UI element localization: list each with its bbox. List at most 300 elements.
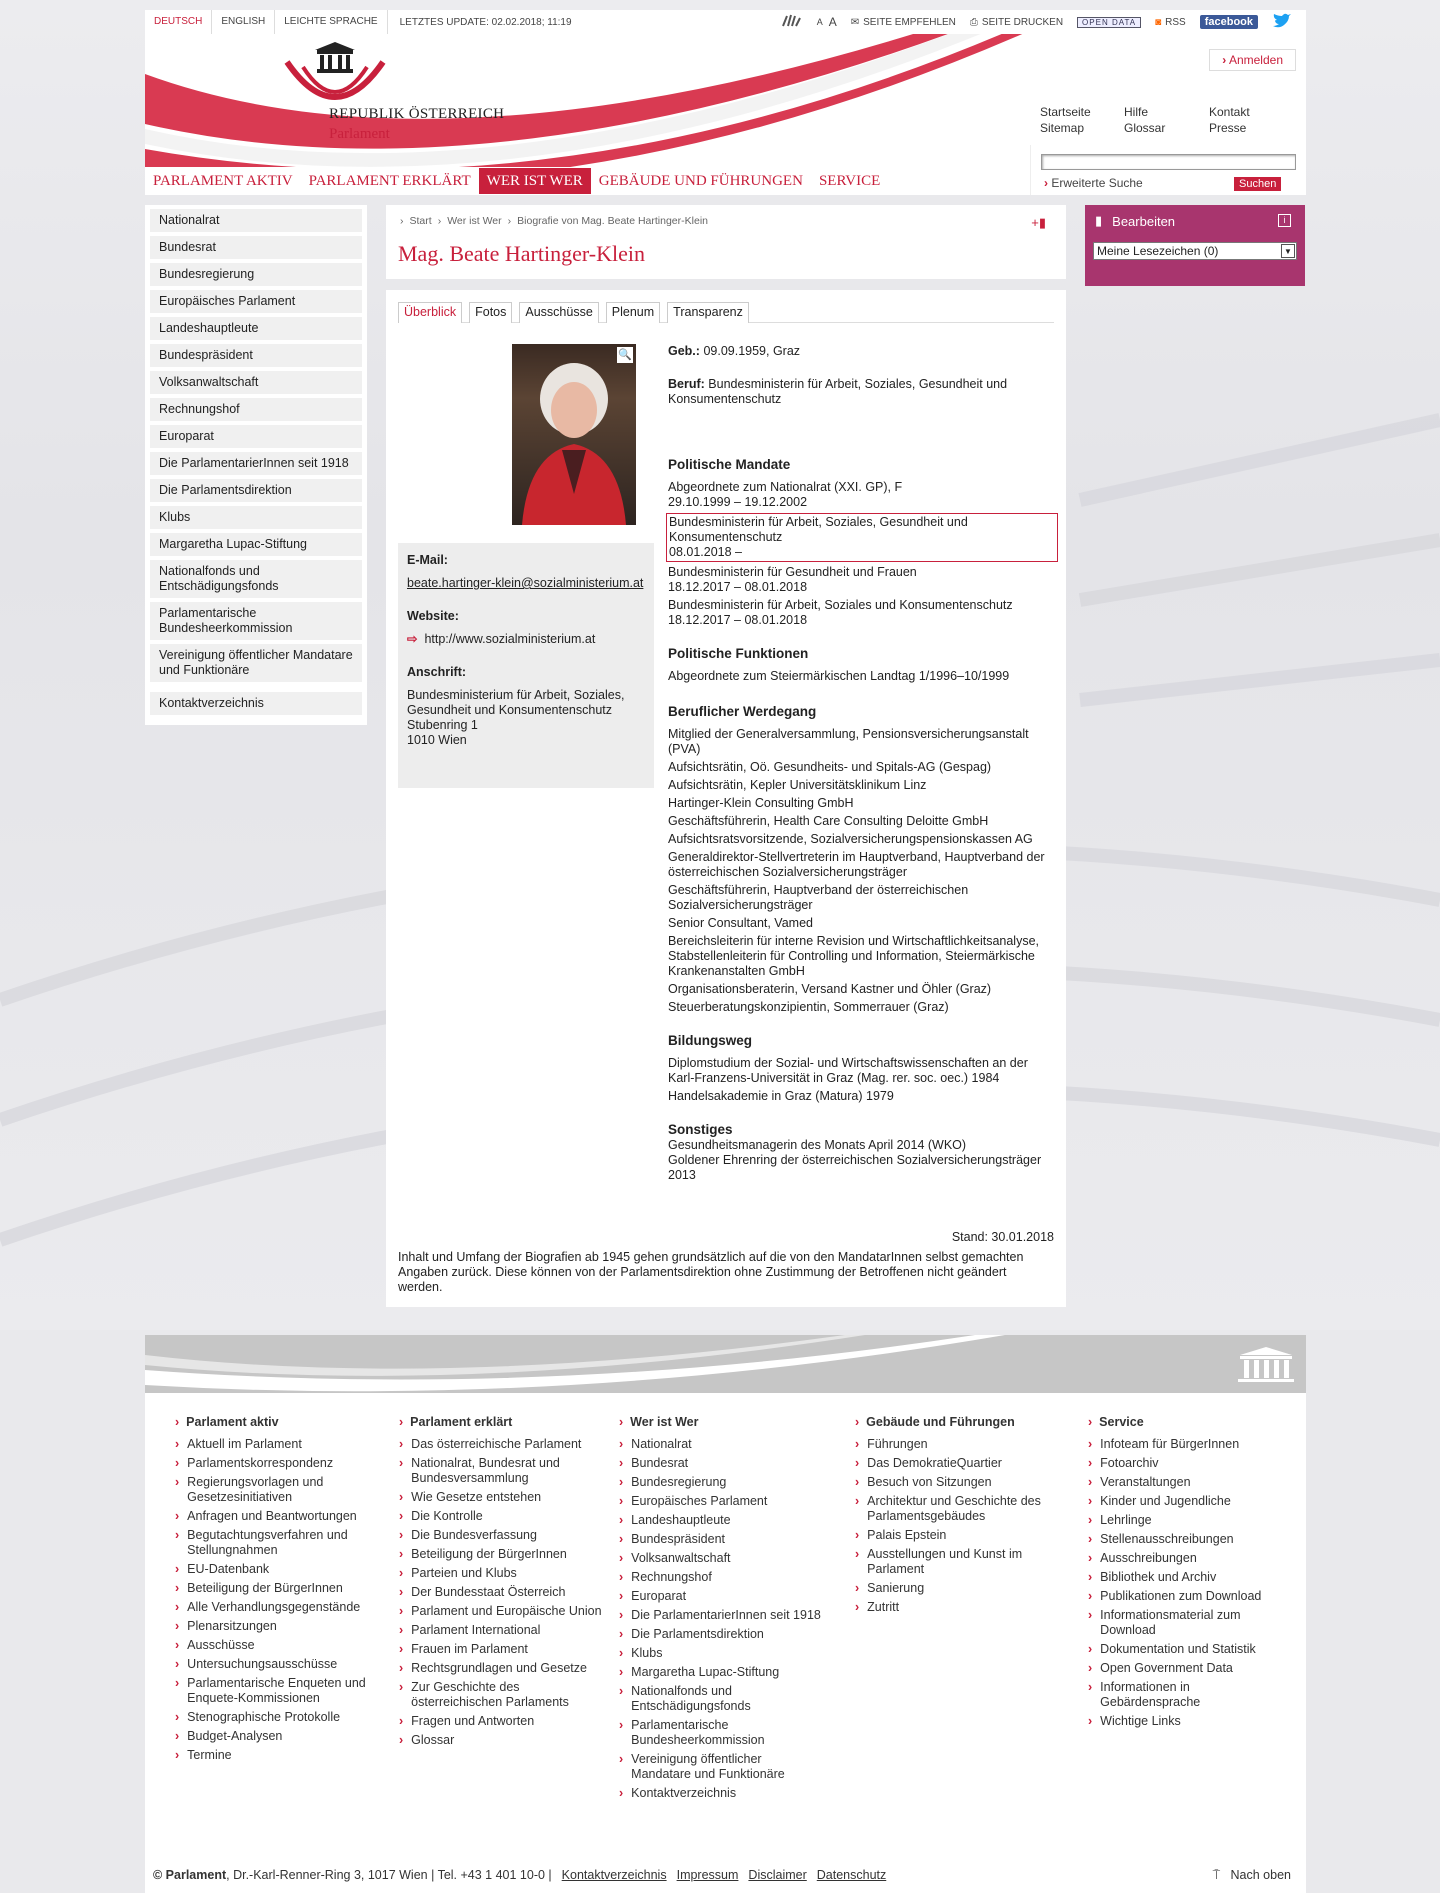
chevron-right-icon: › (175, 1729, 180, 1743)
status-date: Stand: 30.01.2018 (951, 1230, 1054, 1244)
back-to-top-label: Nach oben (1230, 1868, 1291, 1882)
footer-link[interactable] (399, 1661, 604, 1676)
footer-link-label: Parlament International (411, 1623, 541, 1637)
advanced-search-link[interactable]: › Erweiterte Suche (1044, 176, 1143, 190)
footer-link[interactable] (1088, 1475, 1293, 1490)
footer-link[interactable] (399, 1509, 604, 1524)
sidebar-item-nationalrat[interactable]: Nationalrat (150, 209, 362, 232)
footer-link-label: Das österreichische Parlament (411, 1437, 582, 1451)
mandate-item (668, 598, 1056, 628)
footer-column-title-label: Gebäude und Führungen (866, 1415, 1015, 1429)
sidebar-item-nationalfonds[interactable]: Nationalfonds und Entschädigungsfonds (150, 560, 362, 598)
chevron-right-icon: › (855, 1581, 860, 1595)
chevron-right-icon: › (619, 1589, 624, 1603)
education-item: Diplomstudium der Sozial- und Wirtschaftswissenschaften an der Karl-Franzens-Universität in Graz (Mag. rer. soc. oec.) 1984 (668, 1056, 1028, 1085)
footer-link[interactable] (619, 1589, 824, 1604)
footer-link[interactable] (175, 1657, 380, 1672)
footer-link[interactable] (1088, 1714, 1293, 1729)
copyright: © Parlament (153, 1868, 227, 1882)
breadcrumb-current: Biografie von Mag. Beate Hartinger-Klein (517, 215, 708, 227)
quicklink-glossar[interactable]: Glossar (1124, 121, 1166, 135)
footer-link[interactable] (399, 1642, 604, 1657)
footer-link-label: Die Parlamentsdirektion (631, 1627, 764, 1641)
footer-link-disclaimer[interactable]: Disclaimer (748, 1868, 807, 1882)
chevron-right-icon: › (175, 1676, 180, 1690)
occupation-value: Bundesministerin für Arbeit, Soziales, Gesundheit und Konsumentenschutz (668, 377, 1008, 406)
footer-link-label: Wie Gesetze entstehen (411, 1490, 542, 1504)
footer-column-title[interactable] (175, 1415, 380, 1430)
footer-link[interactable] (619, 1646, 824, 1661)
chevron-right-icon: › (619, 1570, 624, 1584)
footer-link[interactable] (175, 1748, 380, 1763)
facebook-link[interactable]: facebook (1200, 15, 1258, 29)
career-item: Geschäftsführerin, Health Care Consulting Deloitte GmbH (668, 814, 989, 828)
tab-bar (398, 302, 1054, 323)
sidebar-item-rechnungshof[interactable]: Rechnungshof (150, 398, 362, 421)
career-item: Aufsichtsrätin, Kepler Universitätsklinikum Linz (668, 778, 927, 792)
function-item: Abgeordnete zum Steiermärkischen Landtag 1/1996–10/1999 (668, 669, 1010, 683)
footer-link-label: Der Bundesstaat Österreich (411, 1585, 566, 1599)
footer-link-label: Vereinigung öffentlicher Mandatare und Funktionäre (631, 1752, 785, 1781)
breadcrumb-separator: › (437, 215, 442, 227)
footer-link[interactable] (1088, 1551, 1293, 1566)
footer-bottom (153, 1868, 886, 1882)
chevron-right-icon: › (399, 1714, 404, 1728)
footer-link[interactable] (175, 1562, 380, 1577)
footer-band (145, 1335, 1306, 1393)
footer-link-label: Parteien und Klubs (411, 1566, 517, 1580)
footer-link[interactable] (619, 1456, 824, 1471)
footer-link-label: Fotoarchiv (1100, 1456, 1159, 1470)
footer-link[interactable] (175, 1581, 380, 1596)
chevron-right-icon: › (619, 1718, 624, 1732)
footer-link-label: Veranstaltungen (1100, 1475, 1191, 1489)
footer-link[interactable] (619, 1437, 824, 1452)
back-to-top-link[interactable] (1213, 1868, 1291, 1883)
chevron-right-icon: › (399, 1547, 404, 1561)
breadcrumb-start[interactable]: Start (409, 215, 432, 227)
breadcrumb-wer-ist-wer[interactable]: Wer ist Wer (447, 215, 502, 227)
footer-column-title[interactable] (855, 1415, 1060, 1430)
footer-link[interactable] (399, 1585, 604, 1600)
footer-link[interactable] (619, 1786, 824, 1801)
footer-link[interactable] (619, 1718, 824, 1748)
footer-link[interactable] (399, 1714, 604, 1729)
footer-link-label: Budget-Analysen (187, 1729, 283, 1743)
chevron-right-icon: › (1088, 1513, 1093, 1527)
footer-link-label: Parlamentskorrespondenz (187, 1456, 334, 1470)
chevron-right-icon: › (175, 1600, 180, 1614)
career-item: Steuerberatungskonzipientin, Sommerrauer (Graz) (668, 1000, 949, 1014)
address-line: 1010 Wien (407, 733, 467, 747)
footer-link[interactable] (619, 1532, 824, 1547)
footer-address: , Dr.-Karl-Renner-Ring 3, 1017 Wien | Tel. +43 1 401 10-0 | (226, 1868, 552, 1882)
info-icon[interactable]: i (1278, 214, 1291, 227)
chevron-right-icon: › (619, 1646, 624, 1660)
footer-link[interactable] (175, 1710, 380, 1725)
sidebar-item-bundesrat[interactable]: Bundesrat (150, 236, 362, 259)
chevron-right-icon: › (619, 1608, 624, 1622)
section-political-functions: Politische Funktionen (668, 646, 809, 661)
chevron-right-icon: › (619, 1513, 624, 1527)
footer-link[interactable] (1088, 1494, 1293, 1509)
lang-leichte-sprache[interactable]: LEICHTE SPRACHE (275, 10, 387, 34)
footer-link-label: Rechnungshof (631, 1570, 712, 1584)
search-box (1030, 145, 1306, 195)
footer-link-label: EU-Datenbank (187, 1562, 270, 1576)
footer-link[interactable] (399, 1547, 604, 1562)
chevron-right-icon: › (855, 1415, 860, 1429)
career-item: Generaldirektor-Stellvertreterin im Hauptverband, Hauptverband der österreichischen Sozialversicherungsträger (668, 850, 1045, 879)
birth-value: 09.09.1959, Graz (703, 344, 801, 358)
mandate-text: Bundesministerin für Arbeit, Soziales, Gesundheit und Konsumentenschutz (669, 515, 968, 544)
footer-link[interactable] (619, 1494, 824, 1509)
footer-link[interactable] (399, 1604, 604, 1619)
tab-ueberblick[interactable]: Überblick (398, 302, 462, 323)
footer-link[interactable] (399, 1456, 604, 1486)
footer-link-label: Begutachtungsverfahren und Stellungnahmen (187, 1528, 348, 1557)
sidebar-item-bundesregierung[interactable]: Bundesregierung (150, 263, 362, 286)
search-button[interactable]: Suchen (1234, 177, 1281, 191)
footer-link[interactable] (855, 1581, 1060, 1596)
footer-column-wer-ist-wer (619, 1415, 824, 1805)
chevron-right-icon: › (1088, 1494, 1093, 1508)
footer-link[interactable] (619, 1752, 824, 1782)
chevron-right-icon: › (399, 1604, 404, 1618)
contact-box (398, 543, 654, 788)
mandate-date: 18.12.2017 – 08.01.2018 (668, 580, 808, 594)
footer-link[interactable] (175, 1638, 380, 1653)
footer-link[interactable] (175, 1600, 380, 1615)
search-input[interactable] (1041, 154, 1296, 170)
footer-link[interactable] (175, 1475, 380, 1505)
footer-link[interactable] (399, 1437, 604, 1452)
lang-english[interactable]: ENGLISH (212, 10, 275, 34)
address (407, 688, 645, 748)
parliament-building-icon (1236, 1345, 1296, 1385)
chevron-right-icon: › (175, 1475, 180, 1489)
chevron-right-icon: › (619, 1475, 624, 1489)
chevron-right-icon: › (1088, 1437, 1093, 1451)
chevron-right-icon: › (399, 1415, 404, 1429)
parliament-logo-icon (275, 42, 395, 112)
footer-link[interactable] (1088, 1642, 1293, 1657)
footer-link-label: Dokumentation und Statistik (1100, 1642, 1256, 1656)
login-button[interactable]: › Anmelden (1209, 49, 1296, 71)
quicklink-sitemap[interactable]: Sitemap (1040, 121, 1085, 135)
birth-info (668, 344, 1056, 359)
portrait-photo[interactable] (512, 344, 636, 525)
breadcrumb (400, 215, 708, 227)
mandate-date: 18.12.2017 – 08.01.2018 (668, 613, 808, 627)
chevron-right-icon: › (399, 1437, 404, 1451)
chevron-right-icon: › (1088, 1661, 1093, 1675)
footer-link[interactable] (175, 1509, 380, 1524)
quicklink-startseite[interactable]: Startseite (1040, 105, 1091, 119)
chevron-right-icon: › (399, 1680, 404, 1694)
footer-link-label: Publikationen zum Download (1100, 1589, 1262, 1603)
mandate-date: 08.01.2018 – (669, 545, 742, 559)
main-content (386, 290, 1066, 1307)
footer-link[interactable] (855, 1528, 1060, 1543)
chevron-right-icon: › (619, 1437, 624, 1451)
footer-link-label: Klubs (631, 1646, 663, 1660)
footer-link-label: Infoteam für BürgerInnen (1100, 1437, 1240, 1451)
chevron-right-icon: › (399, 1585, 404, 1599)
footer-link[interactable] (175, 1729, 380, 1744)
footer-link-label: Stellenausschreibungen (1100, 1532, 1234, 1546)
chevron-right-icon: › (619, 1627, 624, 1641)
chevron-right-icon: › (855, 1437, 860, 1451)
career-item: Aufsichtsrätin, Oö. Gesundheits- und Spitals-AG (Gespag) (668, 760, 992, 774)
footer-link[interactable] (619, 1570, 824, 1585)
sign-language-icon[interactable] (781, 14, 803, 31)
footer-link[interactable] (1088, 1437, 1293, 1452)
footer-link-label: Wichtige Links (1100, 1714, 1181, 1728)
footer-link-label: Open Government Data (1100, 1661, 1233, 1675)
chevron-right-icon: › (399, 1566, 404, 1580)
footer-link[interactable] (855, 1494, 1060, 1524)
chevron-right-icon: › (399, 1661, 404, 1675)
footer-link[interactable] (855, 1456, 1060, 1471)
address-label: Anschrift: (407, 665, 467, 679)
logo-subtitle[interactable]: Parlament (329, 126, 390, 142)
left-sidebar-nav (145, 205, 367, 725)
tab-fotos[interactable]: Fotos (469, 302, 512, 323)
footer-link[interactable] (619, 1551, 824, 1566)
footer-link[interactable] (175, 1676, 380, 1706)
footer-link[interactable] (855, 1600, 1060, 1615)
chevron-right-icon: › (619, 1494, 624, 1508)
external-link-icon: ⇨ (407, 632, 418, 646)
sidebar-item-parlamentsdirektion[interactable]: Die Parlamentsdirektion (150, 479, 362, 502)
footer-link-impressum[interactable]: Impressum (676, 1868, 739, 1882)
zoom-icon[interactable]: 🔍 (618, 349, 632, 361)
chevron-right-icon: › (1088, 1475, 1093, 1489)
quicklink-presse[interactable]: Presse (1209, 121, 1247, 135)
sidebar-item-volksanwaltschaft[interactable]: Volksanwaltschaft (150, 371, 362, 394)
nav-gebaeude-fuehrungen[interactable]: GEBÄUDE UND FÜHRUNGEN (598, 173, 803, 189)
sidebar-item-bundespraesident[interactable]: Bundespräsident (150, 344, 362, 367)
nav-parlament-aktiv[interactable]: PARLAMENT AKTIV (153, 173, 293, 189)
sidebar-item-vereinigung[interactable]: Vereinigung öffentlicher Mandatare und Funktionäre (150, 644, 362, 682)
footer-column-title[interactable] (619, 1415, 824, 1430)
print-icon: ⎙ (969, 16, 978, 28)
footer-link[interactable] (619, 1475, 824, 1490)
footer-link-label: Frauen im Parlament (411, 1642, 528, 1656)
chevron-right-icon: › (855, 1528, 860, 1542)
tab-plenum[interactable]: Plenum (606, 302, 660, 323)
footer-link-label: Informationsmaterial zum Download (1100, 1608, 1241, 1637)
nav-parlament-erklaert[interactable]: PARLAMENT ERKLÄRT (308, 173, 471, 189)
advanced-search-label: Erweiterte Suche (1051, 176, 1143, 190)
footer-link[interactable] (1088, 1456, 1293, 1471)
footer-link[interactable] (1088, 1532, 1293, 1547)
address-line: Bundesministerium für Arbeit, Soziales, Gesundheit und Konsumentenschutz (407, 688, 625, 717)
footer-link-label: Architektur und Geschichte des Parlamentsgebäudes (867, 1494, 1041, 1523)
logo-title[interactable]: REPUBLIK ÖSTERREICH (329, 106, 505, 122)
footer-link-label: Stenographische Protokolle (187, 1710, 341, 1724)
chevron-right-icon: › (619, 1752, 624, 1766)
chevron-right-icon: › (619, 1532, 624, 1546)
footer-link-label: Ausstellungen und Kunst im Parlament (867, 1547, 1023, 1576)
last-update: LETZTES UPDATE: 02.02.2018; 11:19 (399, 16, 572, 28)
font-size-small[interactable]: A (816, 17, 823, 27)
top-utility-bar (145, 10, 1306, 34)
chevron-right-icon: › (1088, 1589, 1093, 1603)
login-label: Anmelden (1228, 53, 1283, 67)
footer-link-label: Bundesregierung (631, 1475, 727, 1489)
portrait-illustration (512, 344, 636, 525)
mandate-text: Bundesministerin für Gesundheit und Frauen (668, 565, 917, 579)
font-size-large[interactable]: A (828, 15, 837, 29)
birth-label: Geb.: (668, 344, 700, 358)
footer-link[interactable] (1088, 1570, 1293, 1585)
footer-link-label: Führungen (867, 1437, 928, 1451)
footer-link[interactable] (619, 1608, 824, 1623)
footer-link[interactable] (399, 1680, 604, 1710)
footer-column-title-label: Parlament erklärt (410, 1415, 513, 1429)
bookmark-panel (1085, 205, 1305, 286)
quicklink-hilfe[interactable]: Hilfe (1124, 105, 1149, 119)
chevron-right-icon: › (175, 1619, 180, 1633)
mandate-item-current (666, 513, 1058, 562)
footer-column-title[interactable] (399, 1415, 604, 1430)
quick-links (1040, 105, 1299, 135)
chevron-right-icon: › (1088, 1570, 1093, 1584)
footer-link[interactable] (1088, 1589, 1293, 1604)
footer-column-title[interactable] (1088, 1415, 1293, 1430)
chevron-right-icon: › (175, 1657, 180, 1671)
lang-deutsch[interactable]: DEUTSCH (145, 10, 212, 34)
mandate-text: Abgeordnete zum Nationalrat (XXI. GP), F (668, 480, 903, 494)
chevron-right-icon: › (175, 1456, 180, 1470)
chevron-down-icon: ▼ (1281, 244, 1295, 258)
footer-link[interactable] (619, 1665, 824, 1680)
chevron-right-icon: › (619, 1415, 624, 1429)
mandate-text: Bundesministerin für Arbeit, Soziales und Konsumentenschutz (668, 598, 1013, 612)
mandate-item (668, 565, 1056, 595)
footer-link-label: Bibliothek und Archiv (1100, 1570, 1217, 1584)
footer-link-datenschutz[interactable]: Datenschutz (816, 1868, 887, 1882)
sidebar-item-lupac-stiftung[interactable]: Margaretha Lupac-Stiftung (150, 533, 362, 556)
footer-address-line (153, 1868, 552, 1882)
career-item: Geschäftsführerin, Hauptverband der österreichischen Sozialversicherungsträger (668, 883, 969, 912)
footer-link-label: Nationalfonds und Entschädigungsfonds (631, 1684, 751, 1713)
footer-link[interactable] (855, 1437, 1060, 1452)
footer-link-label: Sanierung (867, 1581, 925, 1595)
footer-link[interactable] (619, 1627, 824, 1642)
sidebar-item-europaeisches-parlament[interactable]: Europäisches Parlament (150, 290, 362, 313)
career-item: Senior Consultant, Vamed (668, 916, 813, 930)
chevron-right-icon: › (855, 1600, 860, 1614)
bookmarks-select[interactable] (1093, 242, 1297, 260)
chevron-right-icon: › (855, 1494, 860, 1508)
footer-link-label: Palais Epstein (867, 1528, 947, 1542)
chevron-right-icon: › (399, 1623, 404, 1637)
footer-link[interactable] (1088, 1661, 1293, 1676)
footer-link[interactable] (399, 1566, 604, 1581)
footer-link[interactable] (1088, 1513, 1293, 1528)
sidebar-item-europarat[interactable]: Europarat (150, 425, 362, 448)
footer-link[interactable] (855, 1547, 1060, 1577)
chevron-right-icon: › (399, 1490, 404, 1504)
bookmark-icon: ▮ (1095, 213, 1103, 228)
rss-icon: ◙ (1155, 16, 1162, 28)
chevron-right-icon: › (855, 1547, 860, 1561)
footer-link[interactable] (399, 1733, 604, 1748)
footer-link[interactable] (175, 1619, 380, 1634)
footer-link-label: Bundespräsident (631, 1532, 725, 1546)
chevron-right-icon: › (175, 1509, 180, 1523)
footer-link[interactable] (1088, 1608, 1293, 1638)
sidebar-item-landeshauptleute[interactable]: Landeshauptleute (150, 317, 362, 340)
footer-link[interactable] (399, 1623, 604, 1638)
panel-header (1095, 213, 1175, 229)
sidebar-item-klubs[interactable]: Klubs (150, 506, 362, 529)
footer-link-label: Plenarsitzungen (187, 1619, 277, 1633)
sidebar-item-bundesheerkommission[interactable]: Parlamentarische Bundesheerkommission (150, 602, 362, 640)
footer-link-label: Kontaktverzeichnis (631, 1786, 737, 1800)
footer-link[interactable] (619, 1513, 824, 1528)
rss-link[interactable] (1155, 17, 1186, 28)
website-url: http://www.sozialministerium.at (424, 632, 596, 646)
footer-swoosh (145, 1335, 1306, 1393)
career-item: Mitglied der Generalversammlung, Pensionsversicherungsanstalt (PVA) (668, 727, 1029, 756)
chevron-right-icon: › (175, 1748, 180, 1762)
footer-link[interactable] (175, 1456, 380, 1471)
other-item: Gesundheitsmanagerin des Monats April 2014 (WKO) (668, 1138, 967, 1152)
footer-link-label: Termine (187, 1748, 232, 1762)
footer-column-title-label: Service (1099, 1415, 1144, 1429)
footer-column-gebaeude (855, 1415, 1060, 1619)
sidebar-item-parlamentarierinnen[interactable]: Die ParlamentarierInnen seit 1918 (150, 452, 362, 475)
print-page-link[interactable] (970, 17, 1063, 28)
panel-title: Bearbeiten (1112, 213, 1176, 229)
nav-wer-ist-wer[interactable]: WER IST WER (479, 168, 591, 194)
footer-link-kontaktverzeichnis[interactable]: Kontaktverzeichnis (561, 1868, 667, 1882)
footer-link[interactable] (175, 1528, 380, 1558)
footer-link-label: Die Kontrolle (411, 1509, 483, 1523)
nav-service[interactable]: SERVICE (818, 173, 881, 189)
website-link[interactable] (407, 632, 595, 646)
footer-link-label: Parlament und Europäische Union (411, 1604, 602, 1618)
chevron-right-icon: › (855, 1475, 860, 1489)
footer-column-parlament-erklaert (399, 1415, 604, 1752)
tab-transparenz[interactable]: Transparenz (667, 302, 749, 323)
footer-link[interactable] (855, 1475, 1060, 1490)
open-data-badge[interactable]: OPEN DATA (1077, 17, 1141, 28)
footer-column-title-label: Parlament aktiv (186, 1415, 279, 1429)
quicklink-kontakt[interactable]: Kontakt (1209, 105, 1250, 119)
footer-link[interactable] (1088, 1680, 1293, 1710)
add-bookmark-icon[interactable]: +▮ (1031, 215, 1046, 230)
career-item: Organisationsberaterin, Versand Kastner und Öhler (Graz) (668, 982, 992, 996)
sidebar-item-kontaktverzeichnis[interactable]: Kontaktverzeichnis (150, 692, 362, 715)
twitter-icon[interactable] (1272, 13, 1292, 32)
footer-link-label: Fragen und Antworten (411, 1714, 535, 1728)
recommend-page-link[interactable] (851, 17, 956, 28)
footer-link-label: Volksanwaltschaft (631, 1551, 731, 1565)
footer-link-label: Die ParlamentarierInnen seit 1918 (631, 1608, 821, 1622)
other-item: Goldener Ehrenring der österreichischen Sozialversicherungsträger 2013 (668, 1153, 1042, 1182)
footer-link[interactable] (619, 1684, 824, 1714)
footer-link[interactable] (399, 1490, 604, 1505)
email-link[interactable]: beate.hartinger-klein@sozialministerium.at (407, 576, 644, 590)
footer-link[interactable] (175, 1437, 380, 1452)
footer-link[interactable] (399, 1528, 604, 1543)
tab-ausschuesse[interactable]: Ausschüsse (519, 302, 598, 323)
